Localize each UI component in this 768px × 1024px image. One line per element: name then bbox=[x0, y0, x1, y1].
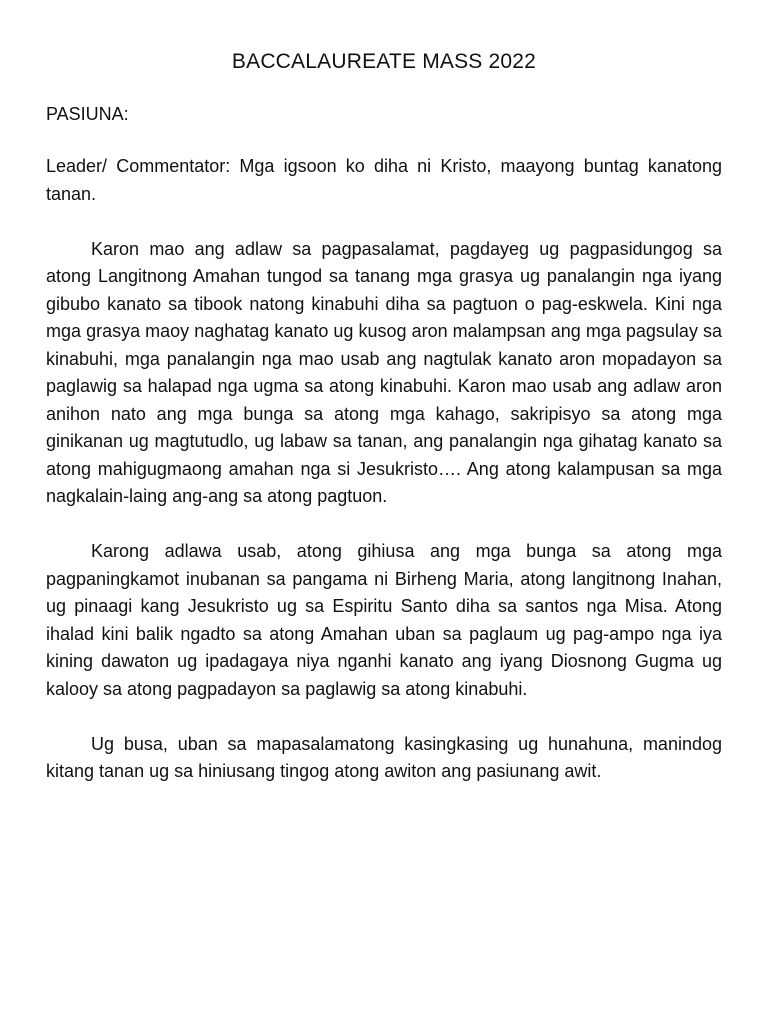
document-page bbox=[46, 48, 722, 786]
document-title: BACCALAUREATE MASS 2022 bbox=[231, 50, 537, 73]
paragraph-intro: Leader/ Commentator: Mga igsoon ko diha ni Kristo, maayong buntag kanatong tanan. bbox=[46, 156, 722, 204]
paragraph-thanksgiving: Karon mao ang adlaw sa pagpasalamat, pagdayeg ug pagpasidungog sa atong Langitnong Amahan tungod sa tanang mga grasya ug panalangin nga iyang gibubo kanato sa tibook natong kinabuhi diha sa pagtuon o pag-eskwela. Kini nga mga grasya maoy naghatag kanato ug kusog aron malampsan ang mga pagsulay sa kinabuhi, mga panalangin nga mao usab ang nagtulak kanato aron mopadayon sa paglawig sa halapad nga ugma sa atong kinabuhi. Karon mao usab ang adlaw aron anihon nato ang mga bunga sa atong mga kahago, sakripisyo sa atong mga ginikanan ug magtutudlo, ug labaw sa tanan, ang panalangin nga gihatag kanato sa atong mahigugmaong amahan nga si Jesukristo…. Ang atong kalampusan sa mga nagkalain-laing ang-ang sa atong pagtuon. bbox=[46, 238, 722, 506]
section-label: PASIUNA: bbox=[46, 104, 129, 124]
paragraph-closing: Ug busa, uban sa mapasalamatong kasingkasing ug hunahuna, manindog kitang tanan ug sa hiniusang tingog atong awiton ang pasiunang awit. bbox=[46, 733, 722, 781]
paragraph-offering: Karong adlawa usab, atong gihiusa ang mga bunga sa atong mga pagpaningkamot inubanan sa pangama ni Birheng Maria, atong langitnong Inahan, ug pinaagi kang Jesukristo ug sa Espiritu Santo diha sa santos nga Misa. Atong ihalad kini balik ngadto sa atong Amahan uban sa paglaum ug pag-ampo nga iya kining dawaton ug ipadagaya niya nganhi kanato ang iyang Diosnong Gugma ug kalooy sa atong pagpadayon sa paglawig sa atong kinabuhi. bbox=[46, 541, 722, 699]
